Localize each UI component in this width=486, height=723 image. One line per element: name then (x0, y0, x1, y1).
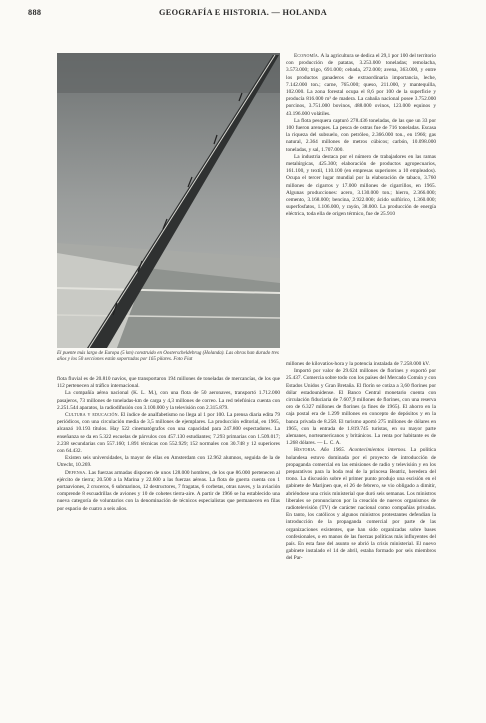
trade-paragraph: Importó por valor de 29.624 millones de florines y exportó por 25.437. Comercia sobre todo con los países del Mercado Común y con Estados Unidos y Gran Bretaña. El florín se cotiza a 3,60 florines por dólar estadounidense. El Banco Central monetario cuenta con circulación fiduciaria de 7.607,9 millones de florines, con una reserva oro de 6.327 millones de florines (a fines de 1965). El ahorro en la caja postal era de 1.299 millones en concepto de depósitos y en la banca privada de 8.258. El turismo aportó 275 millones de dólares en 1965, con la entrada de 1.819.745 turistas, en su mayor parte alemanes, norteamericanos y británicos. La renta por habitante es de 1.268 dólares. — L. C. A. (286, 368, 436, 447)
economy-heading: Economía. (294, 53, 320, 59)
right-column-lower (286, 361, 436, 563)
page-number: 888 (28, 8, 42, 17)
photo-caption (57, 351, 280, 363)
defense-heading: Defensa. (65, 469, 87, 476)
culture-heading: Cultura y educación. (65, 412, 120, 419)
running-title: GEOGRAFÍA E HISTORIA. — HOLANDA (159, 8, 327, 17)
industry-paragraph: La industria destaca por el número de trabajadores en las ramas metalúrgicas, 425.300; elaboración de productos agropecuarios, 161.100, y textil, 110.100 (en empresas superiores a 10 empleados). Ocupa el tercer lugar mundial por la elaboración de tabaco, 3.760 millones de cigarros y 17.000 millones de cigarrillos, en 1965. Algunas producciones: acero, 3.130.000 ton.; hierro, 2.366.000; cemento, 3.168.000; bencina, 2.922.000; ácido sulfúrico, 1.360.000; superfosfatos, 1.106.000, y rayón, 38.000. La producción de energía eléctrica, toda ella de origen térmico, fue de 25.910 (286, 153, 436, 218)
caption-text: El puente más largo de Europa (5 km) construido en Oosterscheldebrug (Holanda). Las obras han durado tres años y los 50 secciones están soportadas por 165 pilares. (57, 351, 279, 362)
left-column-lower (57, 376, 280, 513)
river-fleet-paragraph: flota fluvial es de 20.810 navíos, que transportaron 194 millones de toneladas de mercancías, de los que 112 pertenecen al tráfico internacional. (57, 376, 280, 390)
bridge-photo (57, 53, 280, 348)
right-column (286, 53, 436, 219)
defense-paragraph: Las fuerzas armadas disponen de unos 128.000 hombres, de los que 86.000 pertenecen al ejército de tierra; 20.500 a la Marina y 22.600 a las fuerzas aéreas. La flota de guerra cuenta con 1 portaaviones, 2 cruceros, 6 submarinos, 12 destructores, 7 fragatas, 6 corbetas, otras naves, y la aviación comprende 8 escuadrillas de aviones y 10 de cohetes tierra-aire. A partir de 1966 se ha establecido una nueva categoría de voluntarios con la denominación de técnicos especialistas que permanecen en filas por espacio de cuatro a seis años. (57, 469, 281, 512)
energy-paragraph: millones de kilovatios-hora y la potencia instalada de 7.258.000 kV. (286, 361, 430, 367)
history-heading: Historia. (294, 447, 317, 454)
economy-paragraph: A la agricultura se dedica el 29,1 por 100 del territorio con producción de patatas, 3.253.000 toneladas; remolacha, 3.573.000; trigo, 691.000; cebada, 272.000; avena, 363.000, y entre los productos ganaderos de extraordinaria importancia, leche, 7.142.000 ton.; carne, 765.000; queso, 211.000, y mantequilla, 102.000. La zona forestal ocupa el 8,6 por 100 de la superficie y producía 816.000 m³ de madera. La cabaña nacional posee 3.752.000 porcinos, 3.751.000 bovinos, 488.000 ovinos, 123.000 equinos y 43.196.000 volátiles. (286, 53, 436, 117)
running-header (28, 8, 458, 22)
fishing-paragraph: La flota pesquera capturó 278.436 toneladas, de las que un 33 por 100 fueron arenques. La pesca de ostras fue de 716 toneladas. Escasa la riqueza del subsuelo, con petróleo, 2.366.000 ton., en 1966; gas natural, 2.364 millones de metros cúbicos; carbón, 10.098.000 toneladas, y sal, 1.707.000. (286, 117, 436, 153)
universities-paragraph: Existen seis universidades, la mayor de ellas en Amsterdam con 12.962 alumnos, seguida de la de Utrecht, 10.269. (57, 455, 280, 469)
photo-credit: Foto Fiat (173, 357, 193, 362)
culture-paragraph: El índice de analfabetismo no llega al 1 por 100. La prensa diaria edita 79 periódicos, con una circulación media de 3,5 millones de ejemplares. La producción editorial, en 1965, alcanzó 10.193 títulos. Hay 522 cinematógrafos con una capacidad para 247.800 espectadores. La enseñanza se da en 5.322 escuelas de párvulos con 457.130 estudiantes; 7.293 primarias con 1.509.017; 2.238 secundarias con 557.160; 1.891 técnicas con 552.929; 152 normales con 30.748 y 12 superiores con 64.432. (57, 412, 280, 455)
aviation-paragraph: La compañía aérea nacional (K. L. M.), con una flota de 50 aeronaves, transportó 1.712.000 pasajeros, 73 millones de toneladas-km de carga y 4,3 millones de correo. La red telefónica cuenta con 2.251.544 aparatos, la radiodifusión con 3.100.000 y la televisión con 2.315.879. (57, 390, 280, 411)
history-subheading: Año 1965. Acontecimientos internos. (320, 447, 407, 454)
history-paragraph: La política holandesa estuvo dominada por el proyecto de introducción de propaganda comercial en las emisiones de radio y televisión y en los preparativos para la boda real de la princesa Beatriz, heredera del trono. La discusión sobre el primer punto produjo una escisión en el gabinete de Marijnen que, el 26 de febrero, se vio obligado a dimitir, abriéndose una crisis ministerial que duró seis semanas. Los ministros liberales se pronunciaron por la creación de nuevos organismos de radiotelevisión (TV) de carácter nacional como compañías privadas. En tanto, los católicos y algunos ministros protestantes defendían la introducción de la propaganda comercial por parte de las organizaciones existentes, que han sido organizadas sobre bases confesionales, o en manos de las fuerzas políticas más influyentes del país. En esta fase del asunto se abrió la crisis ministerial. El nuevo gabinete instalado el 14 de abril, estaba formado por seis miembros del Par- (286, 447, 436, 562)
